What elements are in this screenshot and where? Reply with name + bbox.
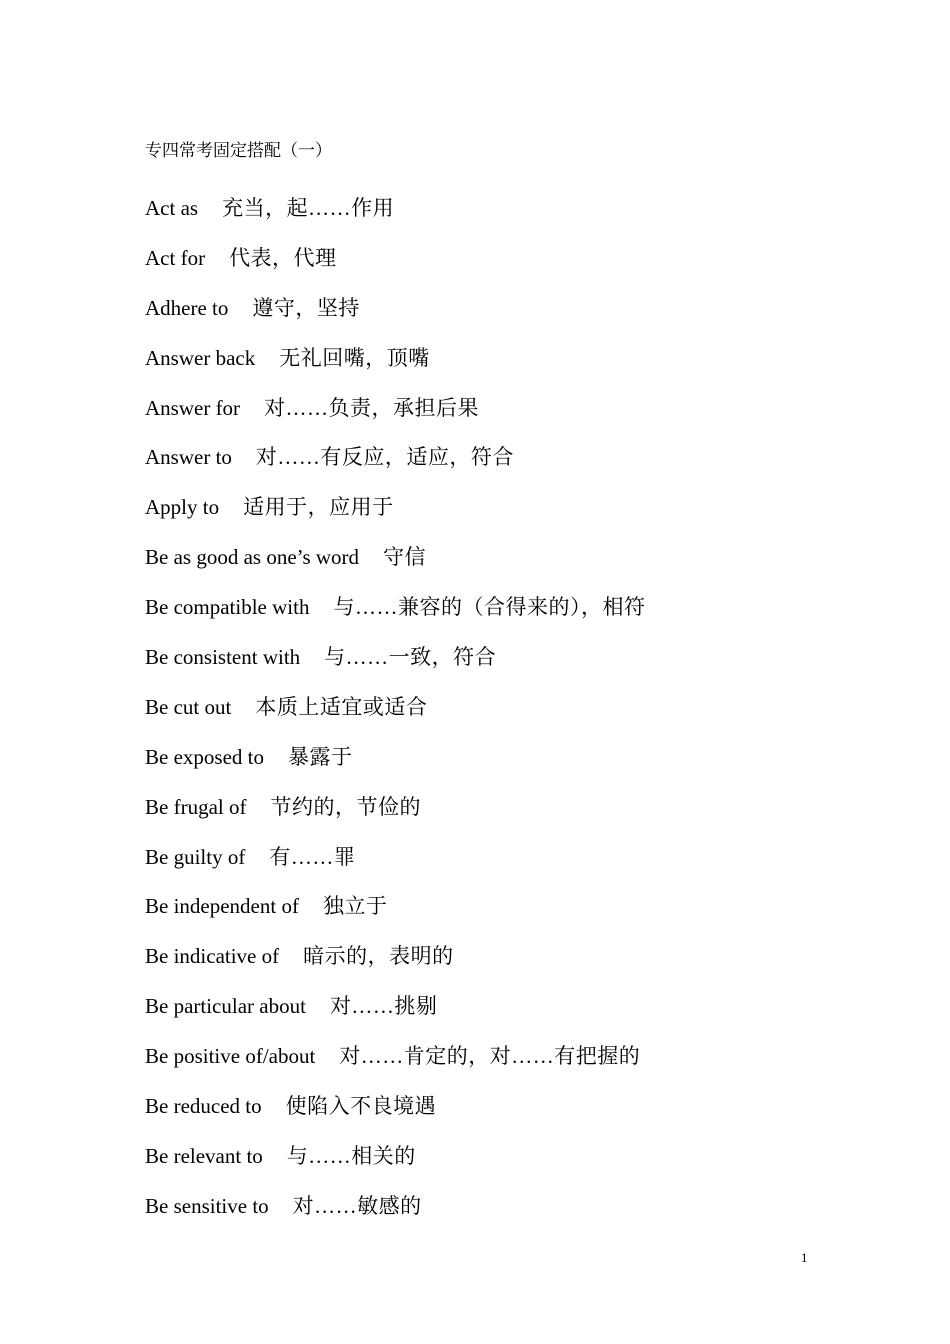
page-number: 1 [801, 1250, 808, 1265]
list-item [145, 244, 645, 294]
meaning: 对……挑剔 [329, 994, 438, 1019]
phrase: Be positive of/about [145, 1044, 316, 1069]
list-item [145, 743, 645, 793]
phrase: Apply to [145, 495, 220, 520]
document-title: 专四常考固定搭配（一） [145, 141, 332, 160]
meaning: 遵守，坚持 [252, 295, 360, 320]
meaning: 本质上适宜或适合 [255, 694, 428, 719]
meaning: 有……罪 [269, 844, 356, 869]
meaning: 与……一致，符合 [324, 645, 497, 670]
phrase: Be guilty of [145, 844, 246, 869]
meaning: 守信 [383, 545, 427, 570]
list-item [145, 294, 645, 344]
phrase: Be frugal of [145, 794, 247, 819]
list-item [145, 643, 645, 693]
meaning: 节约的，节俭的 [270, 794, 421, 819]
phrase: Be particular about [145, 994, 306, 1019]
phrase: Be independent of [145, 894, 299, 919]
list-item [145, 1042, 645, 1092]
phrase: Adhere to [145, 295, 229, 320]
phrase: Act for [145, 245, 206, 270]
meaning: 对……肯定的，对……有把握的 [339, 1044, 641, 1069]
meaning: 使陷入不良境遇 [285, 1094, 437, 1119]
phrase: Be as good as one’s word [145, 545, 360, 570]
phrase: Be indicative of [145, 944, 280, 969]
meaning: 暴露于 [287, 744, 353, 769]
phrase: Be relevant to [145, 1143, 263, 1168]
phrase: Be cut out [145, 694, 232, 719]
list-item [145, 543, 645, 593]
meaning: 无礼回嘴，顶嘴 [279, 345, 430, 370]
phrase: Answer to [145, 445, 232, 470]
phrase: Be sensitive to [145, 1193, 269, 1218]
phrase: Be exposed to [145, 744, 264, 769]
list-item [145, 493, 645, 543]
list-item [145, 793, 645, 843]
meaning: 与……兼容的（合得来的），相符 [333, 595, 646, 620]
list-item [145, 1142, 645, 1192]
phrase: Answer back [145, 345, 256, 370]
list-item [145, 443, 645, 493]
list-item [145, 892, 645, 942]
list-item [145, 593, 645, 643]
list-item [145, 992, 645, 1042]
list-item [145, 693, 645, 743]
list-item [145, 394, 645, 444]
meaning: 暗示的，表明的 [303, 944, 454, 969]
meaning: 充当，起……作用 [222, 196, 395, 220]
list-item [145, 843, 645, 893]
list-item [145, 194, 645, 244]
list-item [145, 942, 645, 992]
phrase: Be compatible with [145, 595, 310, 620]
meaning: 对……敏感的 [292, 1193, 422, 1218]
meaning: 对……负责，承担后果 [264, 395, 480, 420]
phrase: Answer for [145, 395, 241, 420]
meaning: 与……相关的 [286, 1143, 416, 1168]
meaning: 对……有反应，适应，符合 [255, 445, 514, 470]
meaning: 独立于 [322, 894, 388, 919]
phrase-list [145, 194, 645, 1242]
list-item [145, 1192, 645, 1242]
phrase: Act as [145, 196, 199, 220]
meaning: 代表，代理 [229, 245, 337, 270]
phrase: Be reduced to [145, 1094, 262, 1119]
list-item [145, 344, 645, 394]
phrase: Be consistent with [145, 645, 301, 670]
list-item [145, 1092, 645, 1142]
meaning: 适用于，应用于 [243, 495, 394, 520]
